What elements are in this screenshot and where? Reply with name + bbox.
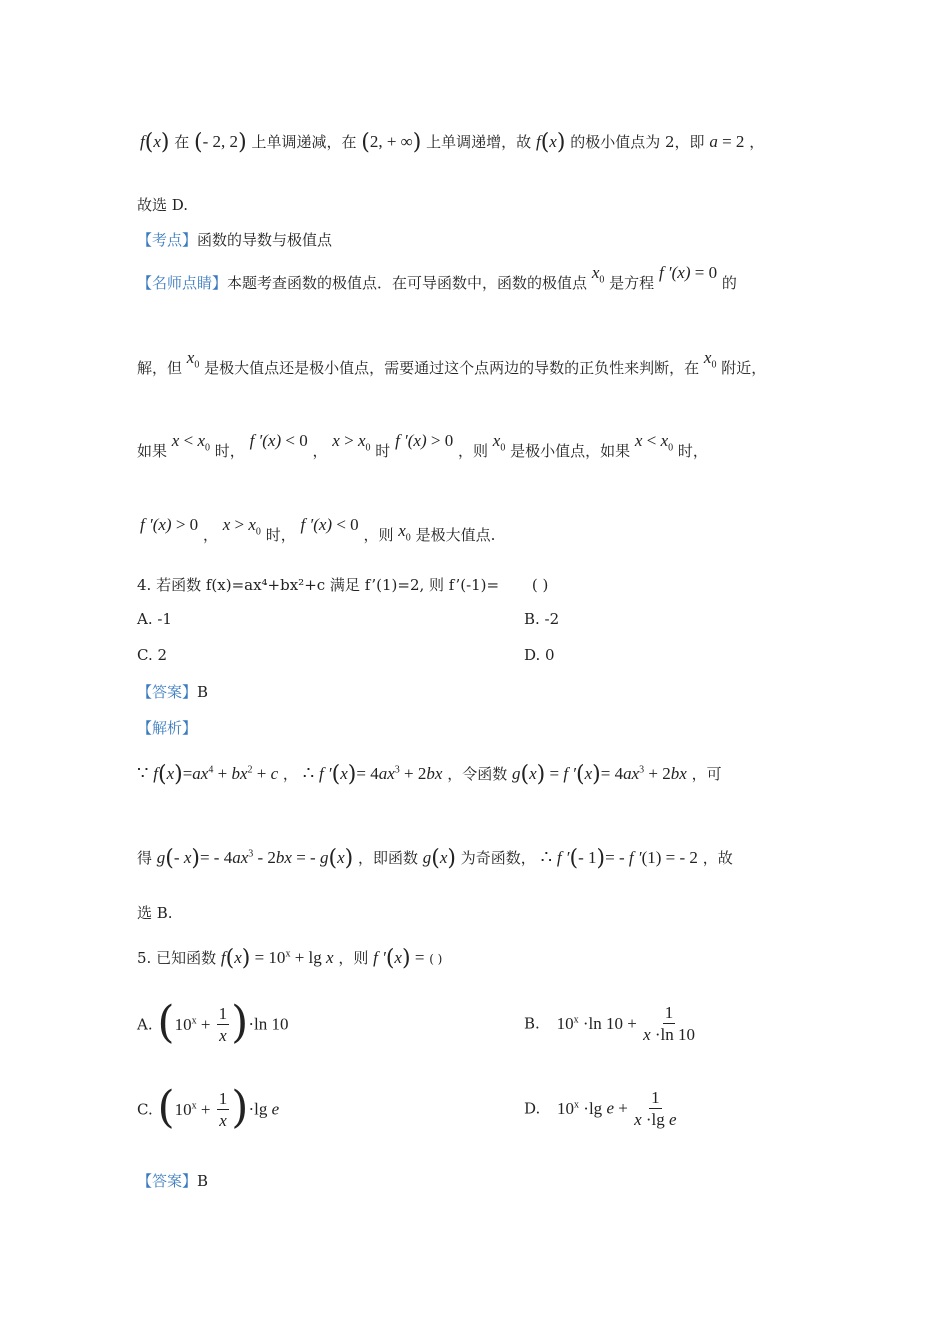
line-explanation: 解，但 $x_0$ 是极大值点还是极小值点，需要通过这个点两边的导数的正负性来判断，在 $x_0$ 附近， — [137, 348, 767, 377]
q4-option-a[interactable]: A. -1 — [137, 610, 172, 628]
kaodian-tag: 【考点】 — [137, 231, 198, 249]
line-min-condition: 如果 $x < x_0$ 时， f ′(x) < 0 ， $x > x_0$ 时 f ′(x) > 0 ，则 $x_0$ 是极小值点，如果 $x < x_0$ 时， — [137, 431, 708, 460]
answer-line-d: 故选 D. — [137, 196, 189, 214]
answer-tag: 【答案】 — [137, 683, 198, 701]
q4-option-c[interactable]: C. 2 — [137, 646, 168, 664]
answer-4: 【答案】B — [137, 683, 209, 701]
q5-option-a[interactable]: A. ($10^x$ + $\frac{1}{x}$ )·ln 10 — [137, 997, 289, 1048]
mingshi-line: 【名师点睛】本题考查函数的极值点．在可导函数中，函数的极值点 $x_0$ 是方程 f ′(x) = 0 的 — [137, 263, 737, 292]
solution-line-2: 得 g(- $x)= - 4ax^3 - 2bx$ = - g(x) ，即函数 g(x) 为奇函数， ∴ f ′(- 1)= - f ′(1) = - 2 ，故 — [137, 846, 733, 871]
q4-option-d[interactable]: D. 0 — [524, 646, 555, 664]
q5-option-c[interactable]: C. ($10^x$ + $\frac{1}{x}$ )·lg e — [137, 1082, 280, 1133]
line-monotonic: f(x) 在 (- 2, 2) 上单调递减，在 (2, + ∞) 上单调递增，故 f(x) 的极小值点为 2，即 a = 2 ， — [140, 130, 765, 155]
q5-option-d[interactable]: D. $10^x \cdot\lg$ e + $\frac{1}{\text{x ·lg e}}$ — [524, 1088, 677, 1129]
jiexi-tag: 【解析】 — [137, 719, 198, 737]
mingshi-tag: 【名师点睛】 — [137, 274, 228, 292]
kaodian-line: 【考点】函数的导数与极值点 — [137, 231, 333, 249]
q4-option-b[interactable]: B. -2 — [524, 610, 560, 628]
answer-tag: 【答案】 — [137, 1172, 198, 1190]
q5-option-b[interactable]: B. $10^x \cdot\ln$ 10 + $\frac{1}{x \cdot\ln 10}$ — [524, 1003, 695, 1044]
answer-5: 【答案】B — [137, 1172, 209, 1190]
question-4: 4. 若函数 f(x)=ax⁴+bx²+c 满足 f’(1)=2, 则 f’(-1)= ( ) — [137, 576, 549, 594]
solution-line-1: ∵ $f(x)=ax^4 + bx^2 + c$ ， ∴ f $'(x)= 4ax^3 + 2bx$ ，令函数 g(x) = f $'(x)= 4ax^3 + 2bx$ ，可 — [137, 762, 722, 787]
solution-line-3: 选 B. — [137, 904, 173, 922]
question-5: 5. 已知函数 $f(x) = 10^x + \lg x$ ，则 f ′(x) = ( ) — [137, 946, 443, 971]
line-max-condition: f ′(x) > 0 ， $x > x_0$ 时， f ′(x) < 0 ，则 $x_0$ 是极大值点. — [140, 515, 496, 544]
